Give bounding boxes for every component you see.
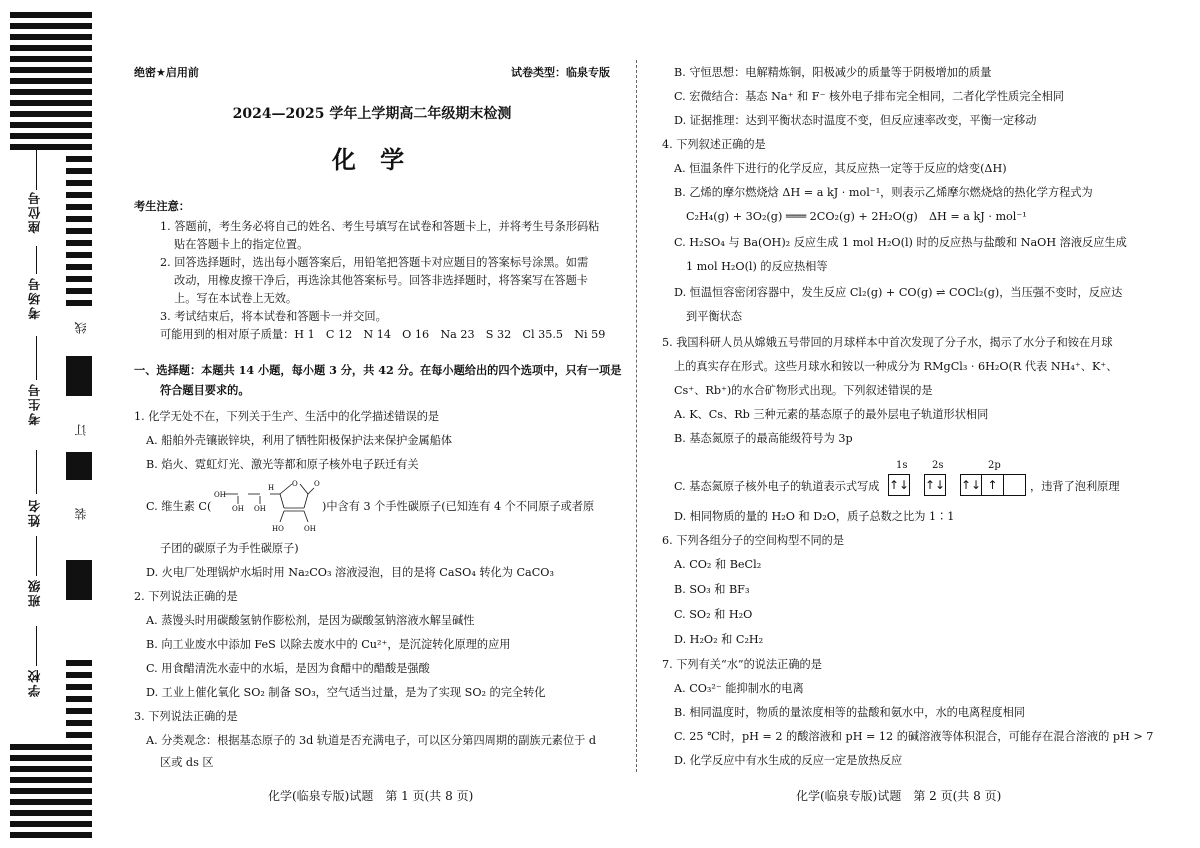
- room-line: [36, 246, 37, 274]
- stripe: [66, 240, 92, 246]
- q7-option-c: C. 25 ℃时，pH = 2 的酸溶液和 pH = 12 的碱溶液等体积混合，可能存在混合溶液的 pH > 7: [674, 730, 1154, 743]
- stripe: [66, 696, 92, 702]
- examno-line: [36, 336, 37, 380]
- examno-label: 考生号: [27, 382, 42, 426]
- stripe: [10, 788, 92, 794]
- stripe: [10, 89, 92, 95]
- oh-label: OH: [254, 505, 266, 513]
- paper-type: 试卷类型：临泉专版: [511, 66, 610, 79]
- q5-option-b: B. 基态氮原子的最高能级符号为 3p: [674, 432, 853, 445]
- atomic-masses: 可能用到的相对原子质量：H 1 C 12 N 14 O 16 Na 23 S 32 Cl 35.5 Ni 59: [160, 328, 606, 341]
- q3-option-c: C. 宏微结合：基态 Na⁺ 和 F⁻ 核外电子排布完全相同，二者化学性质完全相同: [674, 90, 1064, 103]
- q4-option-a: A. 恒温条件下进行的化学反应，其反应热一定等于反应的焓变(ΔH): [674, 162, 1007, 175]
- footer-right: 化学(临泉专版)试题 第 2 页(共 8 页): [796, 789, 1002, 803]
- vitamin-c-structure: [214, 476, 320, 538]
- q3-option-a-cont: 区或 ds 区: [160, 756, 214, 769]
- stripe: [10, 78, 92, 84]
- stripe: [66, 300, 92, 306]
- class-label: 班级: [27, 578, 42, 607]
- q6-option-a: A. CO₂ 和 BeCl₂: [674, 558, 762, 571]
- orbital-box: ↑↓: [924, 474, 946, 496]
- class-line: [36, 536, 37, 576]
- q4-option-c: C. H₂SO₄ 与 Ba(OH)₂ 反应生成 1 mol H₂O(l) 时的反应热与盐酸和 NaOH 溶液反应生成: [674, 236, 1127, 249]
- orbital-box: ↑↓: [888, 474, 910, 496]
- orbital-box: [1004, 474, 1026, 496]
- stripe: [10, 799, 92, 805]
- stripe: [10, 777, 92, 783]
- q2-option-b: B. 向工业废水中添加 FeS 以除去废水中的 Cu²⁺，是沉淀转化原理的应用: [146, 638, 511, 651]
- orbital-2s-label: 2s: [932, 460, 944, 471]
- q5-stem-2: 上的真实存在形式。这些月球水和铵以一种成分为 RMgCl₃ · 6H₂O(R 代表 NH₄⁺、K⁺、: [674, 360, 1118, 373]
- q3-option-b: B. 守恒思想：电解精炼铜，阳极减少的质量等于阴极增加的质量: [674, 66, 992, 79]
- section-heading: 一、选择题：本题共 14 小题，每小题 3 分，共 42 分。在每小题给出的四个选项中，只有一项是: [134, 363, 622, 377]
- cut-mark-zhuang: 装: [74, 508, 88, 520]
- notice-item-1a: 1. 答题前，考生务必将自己的姓名、考生号填写在试卷和答题卡上，并将考生号条形码粘: [160, 220, 600, 233]
- stripe: [66, 288, 92, 294]
- oh-label: OH: [232, 505, 244, 513]
- q3-option-d: D. 证据推理：达到平衡状态时温度不变，但反应速率改变，平衡一定移动: [674, 114, 1037, 127]
- q6-stem: 6. 下列各组分子的空间构型不同的是: [662, 534, 845, 547]
- stripe: [10, 12, 92, 18]
- q5-option-c-post: ，违背了泡利原理: [1030, 480, 1120, 493]
- q4-option-d-cont: 到平衡状态: [686, 310, 742, 323]
- stripe: [66, 192, 92, 198]
- h-label: H: [268, 484, 275, 492]
- school-line: [36, 626, 37, 666]
- stripe: [66, 452, 92, 480]
- orbital-2p-label: 2p: [988, 460, 1001, 471]
- stripe: [66, 720, 92, 726]
- q3-stem: 3. 下列说法正确的是: [134, 710, 238, 723]
- q5-stem-3: Cs⁺、Rb⁺)的水合矿物形式出现。下列叙述错误的是: [674, 384, 933, 397]
- notice-item-1b: 贴在答题卡上的指定位置。: [174, 238, 309, 251]
- cut-mark-ding: 订: [74, 424, 88, 436]
- notice-item-2b: 改动，用橡皮擦干净后，再选涂其他答案标号。回答非选择题时，将答案写在答题卡: [174, 274, 588, 287]
- seat-label: 座位号: [27, 190, 42, 234]
- q4-option-c-cont: 1 mol H₂O(l) 的反应热相等: [686, 260, 828, 273]
- q1-option-d: D. 火电厂处理锅炉水垢时用 Na₂CO₃ 溶液浸泡，目的是将 CaSO₄ 转化为 CaCO₃: [146, 566, 554, 579]
- stripe: [10, 111, 92, 117]
- q5-stem-1: 5. 我国科研人员从嫦娥五号带回的月球样本中首次发现了分子水，揭示了水分子和铵在月球: [662, 336, 1113, 349]
- q2-stem: 2. 下列说法正确的是: [134, 590, 238, 603]
- q3-option-a: A. 分类观念：根据基态原子的 3d 轨道是否充满电子，可以区分第四周期的副族元素位于 d: [146, 734, 597, 747]
- secret-mark: 绝密★启用前: [134, 66, 199, 79]
- stripe: [10, 56, 92, 62]
- stripe: [10, 766, 92, 772]
- q4-option-b: B. 乙烯的摩尔燃烧焓 ΔH = a kJ · mol⁻¹，则表示乙烯摩尔燃烧焓的热化学方程式为: [674, 186, 1093, 199]
- stripe: [10, 45, 92, 51]
- stripe: [66, 168, 92, 174]
- q5-option-d: D. 相同物质的量的 H₂O 和 D₂O，质子总数之比为 1∶1: [674, 510, 955, 523]
- stripe: [66, 660, 92, 666]
- orbital-diagram-1s: [888, 474, 910, 496]
- stripe: [66, 732, 92, 738]
- q2-option-c: C. 用食醋清洗水壶中的水垢，是因为食醋中的醋酸是强酸: [146, 662, 430, 675]
- q1-option-c-post: )中含有 3 个手性碳原子(已知连有 4 个不同原子或者原: [322, 500, 595, 513]
- q7-stem: 7. 下列有关“水”的说法正确的是: [662, 658, 822, 671]
- stripe: [66, 204, 92, 210]
- q7-option-a: A. CO₃²⁻ 能抑制水的电离: [674, 682, 804, 695]
- q2-option-a: A. 蒸馒头时用碳酸氢钠作膨松剂，是因为碳酸氢钠溶液水解呈碱性: [146, 614, 475, 627]
- q7-option-b: B. 相同温度时，物质的量浓度相等的盐酸和氨水中，水的电离程度相同: [674, 706, 1025, 719]
- orbital-box: ↑: [982, 474, 1004, 496]
- stripe: [10, 34, 92, 40]
- exam-title: 2024—2025 学年上学期高二年级期末检测: [232, 106, 512, 122]
- q1-option-b: B. 焰火、霓虹灯光、激光等都和原子核外电子跃迁有关: [146, 458, 419, 471]
- q2-option-d: D. 工业上催化氧化 SO₂ 制备 SO₃，空气适当过量，是为了实现 SO₂ 的完全转化: [146, 686, 546, 699]
- q1-option-a: A. 船舶外壳镶嵌锌块，利用了牺牲阳极保护法来保护金属船体: [146, 434, 453, 447]
- stripe: [66, 252, 92, 258]
- ring-o-label: O: [292, 480, 298, 488]
- stripe: [66, 560, 92, 600]
- stripe: [66, 180, 92, 186]
- q1-stem: 1. 化学无处不在，下列关于生产、生活中的化学描述错误的是: [134, 410, 440, 423]
- seat-line: [36, 148, 37, 190]
- oh-label: OH: [214, 491, 226, 499]
- orbital-diagram-2s: [924, 474, 946, 496]
- stripe: [66, 672, 92, 678]
- stripe: [10, 133, 92, 139]
- room-label: 考场号: [27, 276, 42, 320]
- q6-option-d: D. H₂O₂ 和 C₂H₂: [674, 633, 764, 646]
- stripe: [66, 264, 92, 270]
- ho-label: HO: [272, 525, 284, 533]
- stripe: [10, 810, 92, 816]
- q4-option-b-equation: C₂H₄(g) + 3O₂(g) ═══ 2CO₂(g) + 2H₂O(g) ΔH = a kJ · mol⁻¹: [686, 210, 1027, 223]
- stripe: [66, 216, 92, 222]
- stripe: [10, 755, 92, 761]
- notice-item-2c: 上。写在本试卷上无效。: [174, 292, 298, 305]
- q4-stem: 4. 下列叙述正确的是: [662, 138, 766, 151]
- subject-title: 化 学: [331, 145, 413, 174]
- orbital-1s-label: 1s: [896, 460, 908, 471]
- stripe: [10, 67, 92, 73]
- stripe: [66, 156, 92, 162]
- stripe: [66, 684, 92, 690]
- school-label: 学校: [27, 668, 42, 697]
- q4-option-d: D. 恒温恒容密闭容器中，发生反应 Cl₂(g) + CO(g) ⇌ COCl₂(g)，当压强不变时，反应达: [674, 286, 1123, 299]
- q5-option-a: A. K、Cs、Rb 三种元素的基态原子的最外层电子轨道形状相同: [674, 408, 989, 421]
- stripe: [66, 708, 92, 714]
- stripe: [66, 356, 92, 396]
- q7-option-d: D. 化学反应中有水生成的反应一定是放热反应: [674, 754, 903, 767]
- q1-option-c-pre: C. 维生素 C(: [146, 500, 212, 513]
- stripe: [10, 122, 92, 128]
- stripe: [66, 228, 92, 234]
- stripe: [10, 821, 92, 827]
- q6-option-b: B. SO₃ 和 BF₃: [674, 583, 750, 596]
- name-label: 姓名: [27, 498, 42, 527]
- stripe: [66, 276, 92, 282]
- orbital-box: ↑↓: [960, 474, 982, 496]
- q1-option-c-cont: 子团的碳原子为手性碳原子): [160, 542, 299, 555]
- stripe: [10, 144, 92, 150]
- binding-margin: [0, 0, 110, 848]
- section-heading-2: 符合题目要求的。: [160, 383, 250, 397]
- stripe: [10, 832, 92, 838]
- q5-option-c-pre: C. 基态氮原子核外电子的轨道表示式写成: [674, 480, 880, 493]
- footer-left: 化学(临泉专版)试题 第 1 页(共 8 页): [268, 789, 474, 803]
- page-divider: [636, 60, 637, 772]
- carbonyl-o-label: O: [314, 480, 320, 488]
- oh-label: OH: [304, 525, 316, 533]
- cut-mark-line: 线: [74, 322, 88, 334]
- q6-option-c: C. SO₂ 和 H₂O: [674, 608, 753, 621]
- stripe: [10, 100, 92, 106]
- stripe: [10, 23, 92, 29]
- notice-heading: 考生注意：: [134, 199, 190, 213]
- orbital-diagram-2p: [960, 474, 1026, 496]
- stripe: [10, 744, 92, 750]
- header: [134, 66, 610, 79]
- notice-item-2a: 2. 回答选择题时，选出每小题答案后，用铅笔把答题卡对应题目的答案标号涂黑。如需: [160, 256, 589, 269]
- name-line: [36, 450, 37, 494]
- notice-item-3: 3. 考试结束后，将本试卷和答题卡一并交回。: [160, 310, 387, 323]
